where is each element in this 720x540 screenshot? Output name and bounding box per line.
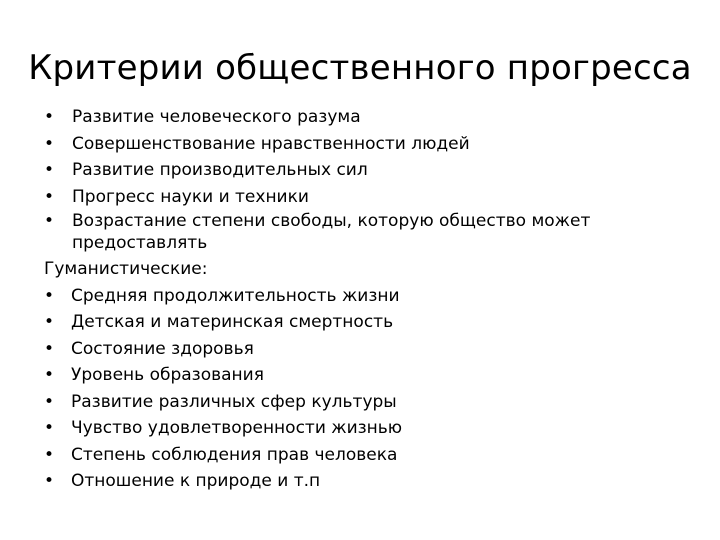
list-item <box>44 210 694 254</box>
bullet-icon: • <box>44 444 55 465</box>
bullet-icon: • <box>44 418 55 438</box>
list-item <box>44 309 694 336</box>
list-item <box>44 157 694 184</box>
list-item <box>44 468 694 495</box>
bullet-icon: • <box>44 391 55 412</box>
bullet-icon: • <box>44 365 55 385</box>
humanistic-subheading: Гуманистические: <box>44 259 208 279</box>
list-item-text: Развитие производительных сил <box>72 160 368 180</box>
bullet-icon: • <box>44 312 55 332</box>
slide-content <box>44 104 694 495</box>
list-item-text: Возрастание степени свободы, которую общество может предоставлять <box>72 211 591 253</box>
list-item <box>44 442 694 469</box>
list-item-text: Совершенствование нравственности людей <box>72 133 470 154</box>
humanistic-list <box>44 283 694 495</box>
slide-title: Критерии общественного прогресса <box>28 48 692 88</box>
list-item-text: Прогресс науки и техники <box>72 186 309 207</box>
bullet-icon: • <box>44 211 55 231</box>
list-item-text: Уровень образования <box>71 365 264 385</box>
list-item <box>44 184 694 211</box>
bullet-icon: • <box>44 471 55 491</box>
list-item-text: Средняя продолжительность жизни <box>71 285 400 306</box>
list-item <box>44 131 694 158</box>
list-item <box>44 362 694 389</box>
bullet-icon: • <box>44 107 55 127</box>
bullet-icon: • <box>44 338 55 359</box>
list-item-text: Развитие различных сфер культуры <box>71 391 397 412</box>
bullet-icon: • <box>44 133 55 154</box>
list-item-text: Развитие человеческого разума <box>72 107 361 127</box>
bullet-icon: • <box>44 160 55 180</box>
criteria-list <box>44 104 694 254</box>
bullet-icon: • <box>44 186 55 207</box>
list-item <box>44 389 694 416</box>
list-item <box>44 283 694 310</box>
list-item <box>44 104 694 131</box>
list-item-text: Детская и материнская смертность <box>71 312 394 332</box>
list-item-text: Чувство удовлетворенности жизнью <box>71 418 403 438</box>
list-item-text: Состояние здоровья <box>71 338 254 359</box>
list-item-text: Отношение к природе и т.п <box>71 471 321 491</box>
list-item <box>44 336 694 363</box>
list-item <box>44 415 694 442</box>
bullet-icon: • <box>44 285 55 306</box>
list-item-text: Степень соблюдения прав человека <box>71 444 398 465</box>
